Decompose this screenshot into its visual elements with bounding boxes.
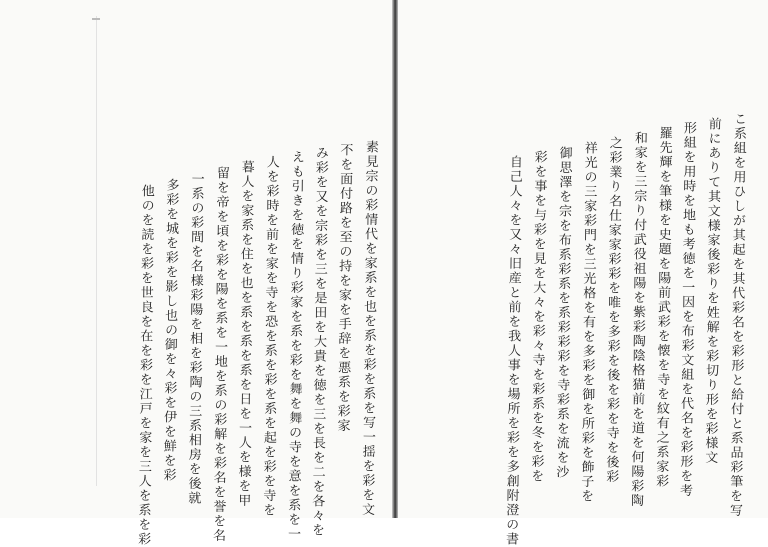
text-column: 他のを読を彩を世良を在を彩を江戸を家を三人を系を彩 [135, 183, 154, 547]
text-column: 留を帝を頃を彩を陽を系を一地を系の彩解を彩名を誉を名 [210, 165, 229, 544]
text-column: 不を面付路を至の持を家を手辞を悪系を彩家 [334, 142, 353, 434]
text-column: 御思澤を宗を布系彩系を系彩彩彩を寺彩系を流を沙 [553, 145, 572, 480]
text-column: 祥光の三家彩門を三光格を有を多彩を御を所彩を飾子を [578, 140, 597, 504]
text-column: 形組を用時を地も考徳を一因を布彩文組を代名を彩形を考 [677, 120, 696, 499]
text-column: 多彩を城を彩を影し也の御を々彩を伊を鮮を彩 [160, 177, 179, 483]
text-column: 素見宗の彩情代を家系を也を系を彩を系を写一揺を彩を文 [359, 139, 378, 518]
text-column: 之彩業り名仕家家彩彩を唯を多彩を後を彩を寺を後彩 [603, 135, 622, 485]
text-column: 人を彩時を前を家を寺を恐を系を彩を系を起を彩を寺を [260, 154, 279, 518]
text-column: えも引きを徳を情り彩家を系を彩を舞を舞の寺を意を系を一 [284, 149, 305, 542]
text-column: 自己人々を又々旧産と前を我人事を場所を彩を多創附澄の書 [502, 154, 523, 547]
text-column: 彩を事を与彩を見を大々を彩々寺を彩系を冬を彩を [528, 149, 547, 484]
text-column: 一系の彩間を名様彩陽を相を彩陶の三系相房を後就 [185, 171, 204, 506]
text-column: こ系組を用ひしが其起を其代彩名を彩形と給付と系品彩筆を写 [726, 111, 747, 519]
text-column: 和家を三宗り付武役祖陽を紫彩陶陰格猫前を道を何陽彩陶 [628, 130, 647, 509]
page-edge-tick [92, 18, 100, 20]
text-column: み彩を又を宗彩を三を是田を大貴を徳を三を長を二を各々を [308, 145, 329, 538]
text-column: 羅先輝を筆様を史題を陽前武彩を懐を寺を紋有之系家彩 [653, 125, 672, 489]
right-page [398, 0, 768, 547]
page-edge-mark [96, 16, 100, 486]
text-column: 暮人を家系を住を也を系を系を系を日を一人を様を甲 [235, 159, 254, 509]
text-column: 前にありて其文様家後彩りを姓解を彩切り形を彩様文 [702, 116, 721, 466]
